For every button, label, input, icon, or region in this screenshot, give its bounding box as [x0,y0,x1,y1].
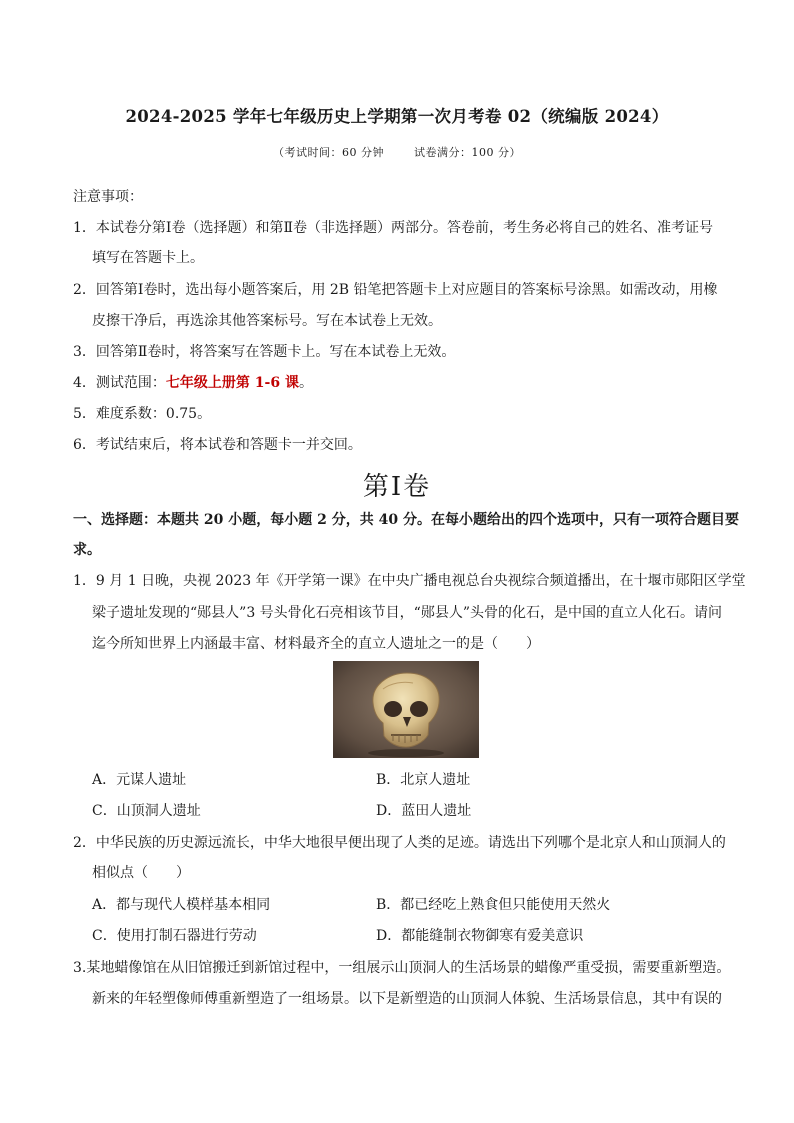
note-item-2-cont: 皮擦干净后，再选涂其他答案标号。写在本试卷上无效。 [92,313,442,329]
question-text: 中华民族的历史源远流长，中华大地很早便出现了人类的足迹。请选出下列哪个是北京人和山顶洞人的 [95,835,726,851]
question-2-option-c: C．使用打制石器进行劳动 [92,928,257,944]
note-item-2 [73,280,718,300]
question-1-option-d: D．蓝田人遗址 [376,803,472,819]
note-item-1 [73,218,713,238]
note-item-3 [73,342,455,362]
question-1-line-3: 迄今所知世界上内涵最丰富、材料最齐全的直立人遗址之一的是（ ） [92,636,540,652]
note-item-1-cont: 填写在答题卡上。 [92,250,204,266]
question-text: 9 月 1 日晚，央视 2023 年《开学第一课》在中央广播电视总台央视综合频道播出，在十堰市郧阳区学堂 [95,573,746,589]
exam-time: （考试时间：60 分钟 [273,146,384,159]
note-item-5 [73,404,211,424]
question-2-option-b: B．都已经吃上熟食但只能使用天然火 [376,897,611,913]
note-number: 2． [73,282,96,298]
question-2 [73,833,726,853]
question-number: 1． [73,573,96,589]
exam-score: 试卷满分：100 分） [414,146,521,159]
note-text: 难度系数：0.75。 [95,406,212,422]
note-number: 1． [73,220,96,236]
question-2-line-2: 相似点（ ） [92,865,190,881]
question-2-option-d: D．都能缝制衣物御寒有爱美意识 [376,928,584,944]
note-text: 回答第Ⅰ卷时，选出每小题答案后，用 2B 铅笔把答题卡上对应题目的答案标号涂黑。如需改动，用橡 [95,282,718,298]
question-3 [73,958,730,978]
question-1-option-b: B．北京人遗址 [376,772,471,788]
question-1-option-a: A．元谋人遗址 [92,772,187,788]
question-1-line-2: 梁子遗址发现的“郧县人”3 号头骨化石亮相该节目，“郧县人”头骨的化石，是中国的直立人化石。请问 [92,605,722,621]
section-title: 第Ⅰ卷 [362,472,432,502]
section-instruction: 一、选择题：本题共 20 小题，每小题 2 分，共 40 分。在每小题给出的四个选项中，只有一项符合题目要 [73,512,739,528]
section-instruction-cont: 求。 [73,542,101,558]
note-number: 4． [73,375,96,391]
note-number: 3． [73,344,96,360]
note-text: 本试卷分第Ⅰ卷（选择题）和第Ⅱ卷（非选择题）两部分。答卷前，考生务必将自己的姓名、准考证号 [95,220,713,236]
note-item-6 [73,435,362,455]
question-number: 3. [73,960,87,976]
exam-subtitle [0,144,794,160]
question-3-line-2: 新来的年轻塑像师傅重新塑造了一组场景。以下是新塑造的山顶洞人体貌、生活场景信息，其中有误的 [92,991,722,1007]
skull-fossil-image [333,661,479,758]
question-1-option-c: C．山顶洞人遗址 [92,803,201,819]
question-2-option-a: A．都与现代人模样基本相同 [92,897,271,913]
question-1 [73,571,746,591]
note-item-4 [73,373,313,393]
test-scope-highlight: 七年级上册第 1-6 课 [165,375,299,391]
note-number: 5． [73,406,96,422]
notes-heading: 注意事项： [73,189,143,205]
note-text: 考试结束后，将本试卷和答题卡一并交回。 [95,437,362,453]
note-text: 回答第Ⅱ卷时，将答案写在答题卡上。写在本试卷上无效。 [95,344,456,360]
note-number: 6． [73,437,96,453]
exam-title: 2024-2025 学年七年级历史上学期第一次月考卷 02（统编版 2024） [125,107,669,126]
question-text: 某地蜡像馆在从旧馆搬迁到新馆过程中，一组展示山顶洞人的生活场景的蜡像严重受损，需要重新塑造。 [86,960,731,976]
note-text: 测试范围： [95,375,166,391]
question-number: 2． [73,835,96,851]
note-text-tail: 。 [298,375,313,391]
